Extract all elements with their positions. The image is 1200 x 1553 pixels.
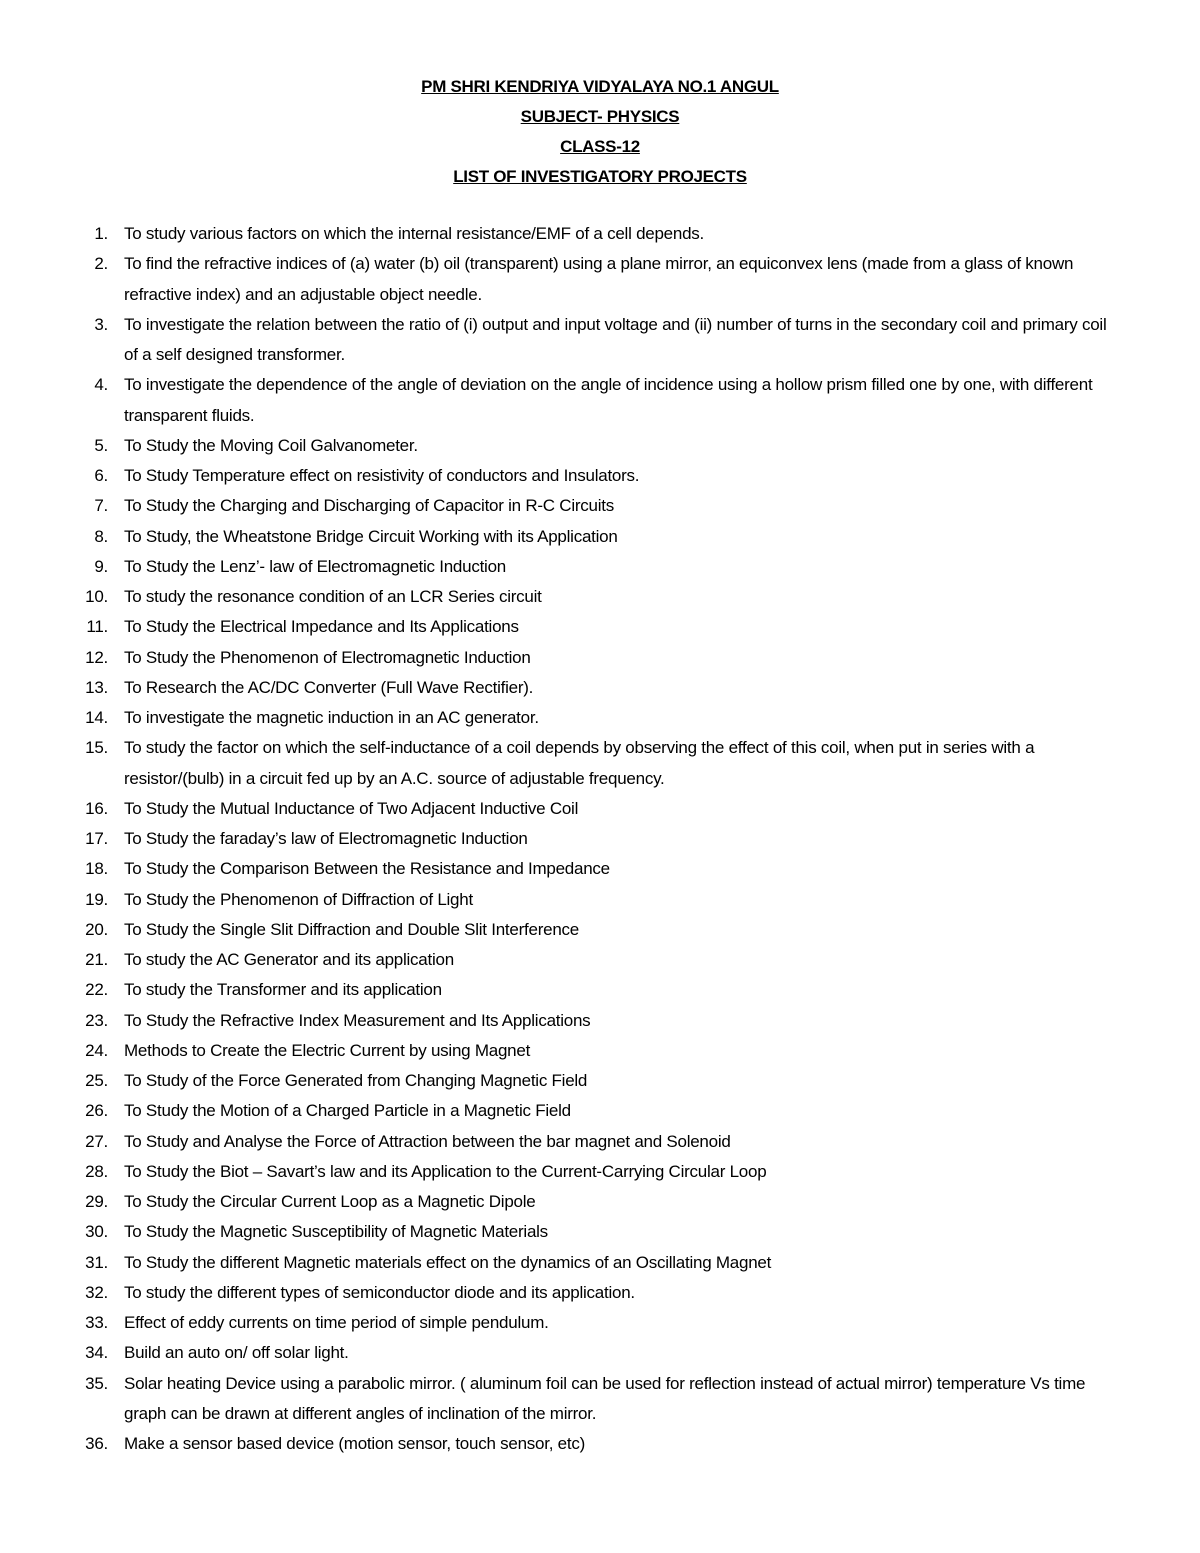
project-number: 32. <box>85 1282 108 1302</box>
project-text: To Study the Charging and Discharging of Capacitor in R-C Circuits <box>124 496 614 516</box>
project-text: To Study the Single Slit Diffraction and Double Slit Interference <box>124 919 579 939</box>
project-number: 16. <box>85 798 108 818</box>
project-text: To study the AC Generator and its application <box>124 950 454 969</box>
project-number: 29. <box>85 1192 108 1211</box>
project-number: 20. <box>85 919 108 939</box>
project-text: To Study Temperature effect on resistivity of conductors and Insulators. <box>124 466 640 485</box>
project-text: To find the refractive indices of (a) water (b) oil (transparent) using a plane mirror, an equiconvex lens (made from a glass of known refractive index) and an adjustable object needle. <box>124 254 1074 304</box>
project-number: 35. <box>85 1373 108 1393</box>
project-number: 33. <box>85 1313 108 1332</box>
project-text: To investigate the magnetic induction in an AC generator. <box>124 708 539 727</box>
project-item <box>0 461 1200 491</box>
project-number: 36. <box>85 1434 108 1453</box>
project-text: To Study of the Force Generated from Changing Magnetic Field <box>124 1071 588 1090</box>
project-number: 8. <box>94 526 108 546</box>
project-number: 15. <box>85 738 108 758</box>
project-text: To Study the Phenomenon of Diffraction of Light <box>124 889 473 909</box>
project-number: 34. <box>85 1343 108 1363</box>
project-number: 19. <box>85 889 108 909</box>
project-item <box>0 1248 1200 1278</box>
project-text: To Study the Phenomenon of Electromagnetic Induction <box>124 647 531 667</box>
project-item <box>0 854 1200 884</box>
project-item <box>0 1096 1200 1126</box>
project-item <box>0 703 1200 733</box>
project-text: To study the Transformer and its application <box>124 980 442 1000</box>
project-text: To investigate the relation between the ratio of (i) output and input voltage and (ii) number of turns in the secondary coil and primary coil of a self designed transformer. <box>124 314 1107 364</box>
project-number: 12. <box>85 647 108 667</box>
project-item <box>0 1278 1200 1308</box>
project-number: 4. <box>94 375 108 395</box>
project-number: 28. <box>85 1161 108 1181</box>
project-text: Solar heating Device using a parabolic mirror. ( aluminum foil can be used for reflection instead of actual mirror) temperature Vs time graph can be drawn at different angles of inclination of the mirror. <box>124 1373 1086 1423</box>
document-header <box>0 72 1200 192</box>
project-item <box>0 1127 1200 1157</box>
project-item <box>0 824 1200 854</box>
project-number: 21. <box>85 950 108 969</box>
project-item <box>0 552 1200 582</box>
project-number: 22. <box>85 980 108 1000</box>
project-text: To Study, the Wheatstone Bridge Circuit Working with its Application <box>124 526 618 546</box>
project-text: To Study the Electrical Impedance and Its Applications <box>124 617 519 637</box>
project-number: 14. <box>85 708 108 727</box>
project-number: 24. <box>85 1040 108 1060</box>
project-number: 17. <box>85 829 108 848</box>
project-item <box>0 1036 1200 1066</box>
project-number: 31. <box>85 1252 108 1272</box>
project-number: 7. <box>94 496 108 516</box>
project-text: To Study the Moving Coil Galvanometer. <box>124 435 418 455</box>
project-number: 10. <box>85 587 108 606</box>
project-text: To Study the Magnetic Susceptibility of Magnetic Materials <box>124 1222 548 1242</box>
project-text: Build an auto on/ off solar light. <box>124 1343 349 1363</box>
project-number: 3. <box>94 314 108 334</box>
subject-line: SUBJECT- PHYSICS <box>520 107 680 126</box>
project-list <box>0 219 1200 1459</box>
project-text: To study the resonance condition of an LCR Series circuit <box>124 587 542 606</box>
project-number: 9. <box>94 556 108 576</box>
project-item <box>0 945 1200 975</box>
project-text: To Study the Comparison Between the Resistance and Impedance <box>124 859 610 879</box>
project-item <box>0 885 1200 915</box>
project-text: To Study the different Magnetic materials effect on the dynamics of an Oscillating Magnet <box>124 1252 772 1272</box>
project-item <box>0 1217 1200 1247</box>
project-item <box>0 491 1200 521</box>
project-number: 13. <box>85 677 108 697</box>
project-item <box>0 310 1200 371</box>
project-text: To Study and Analyse the Force of Attraction between the bar magnet and Solenoid <box>124 1131 731 1151</box>
class-line: CLASS-12 <box>560 137 640 156</box>
project-number: 2. <box>94 254 108 274</box>
project-text: To Study the Lenz’- law of Electromagnetic Induction <box>124 556 506 576</box>
project-number: 5. <box>94 435 108 455</box>
project-number: 30. <box>85 1222 108 1242</box>
project-item <box>0 431 1200 461</box>
project-number: 11. <box>86 617 108 637</box>
project-text: To study various factors on which the internal resistance/EMF of a cell depends. <box>124 224 705 243</box>
project-item <box>0 1157 1200 1187</box>
project-item <box>0 975 1200 1005</box>
project-text: To Study the Circular Current Loop as a Magnetic Dipole <box>124 1192 536 1211</box>
project-item <box>0 612 1200 642</box>
project-number: 1. <box>94 224 108 243</box>
project-item <box>0 1006 1200 1036</box>
project-item <box>0 915 1200 945</box>
project-item <box>0 370 1200 431</box>
project-item <box>0 794 1200 824</box>
project-text: To Study the Biot – Savart’s law and its Application to the Current-Carrying Circular Loop <box>124 1161 767 1181</box>
project-item <box>0 733 1200 794</box>
project-item <box>0 1187 1200 1217</box>
project-item <box>0 1308 1200 1338</box>
project-text: Effect of eddy currents on time period of simple pendulum. <box>124 1313 549 1332</box>
project-text: To investigate the dependence of the angle of deviation on the angle of incidence using a hollow prism filled one by one, with different transparent fluids. <box>124 375 1093 425</box>
project-number: 6. <box>94 466 108 485</box>
project-text: To study the factor on which the self-inductance of a coil depends by observing the effect of this coil, when put in series with a resistor/(bulb) in a circuit fed up by an A.C. source of adjustable frequency. <box>124 738 1035 788</box>
project-text: To Study the Mutual Inductance of Two Adjacent Inductive Coil <box>124 798 579 818</box>
document-title: LIST OF INVESTIGATORY PROJECTS <box>453 167 747 186</box>
project-item <box>0 643 1200 673</box>
project-item <box>0 219 1200 249</box>
project-item <box>0 1369 1200 1430</box>
project-item <box>0 582 1200 612</box>
project-item <box>0 673 1200 703</box>
project-number: 26. <box>85 1101 108 1121</box>
project-text: To Study the Motion of a Charged Particle in a Magnetic Field <box>124 1101 571 1121</box>
project-item <box>0 1338 1200 1368</box>
project-item <box>0 1429 1200 1459</box>
project-item <box>0 249 1200 310</box>
project-item <box>0 1066 1200 1096</box>
project-number: 18. <box>85 859 108 879</box>
project-text: To Study the faraday’s law of Electromagnetic Induction <box>124 829 528 848</box>
project-number: 23. <box>85 1010 108 1030</box>
project-text: Methods to Create the Electric Current by using Magnet <box>124 1040 531 1060</box>
project-text: Make a sensor based device (motion sensor, touch sensor, etc) <box>124 1434 585 1453</box>
school-name: PM SHRI KENDRIYA VIDYALAYA NO.1 ANGUL <box>421 77 779 96</box>
project-number: 25. <box>85 1071 108 1090</box>
project-item <box>0 522 1200 552</box>
project-text: To study the different types of semiconductor diode and its application. <box>124 1282 635 1302</box>
project-text: To Study the Refractive Index Measurement and Its Applications <box>124 1010 591 1030</box>
project-text: To Research the AC/DC Converter (Full Wave Rectifier). <box>124 677 534 697</box>
project-number: 27. <box>85 1131 108 1151</box>
